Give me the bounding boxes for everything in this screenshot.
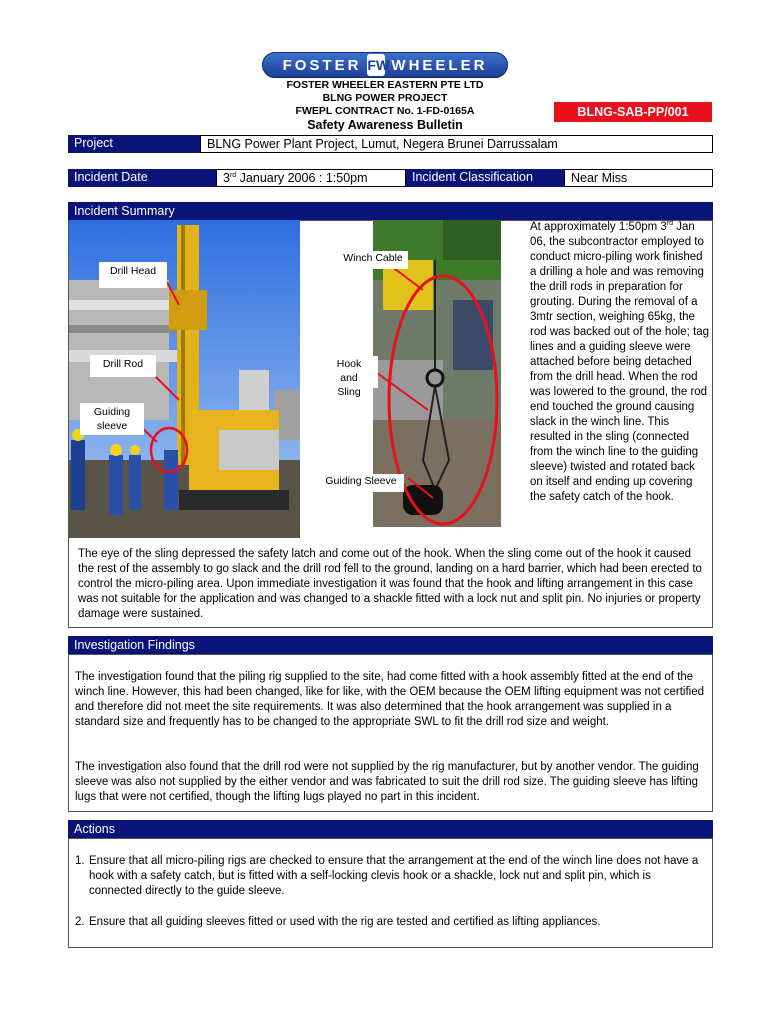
incident-classification-label: Incident Classification (406, 169, 564, 187)
side-text-start: At approximately 1:50pm 3 (530, 221, 667, 233)
project-label: Project (68, 135, 200, 153)
date-day: 3 (223, 171, 230, 185)
project-line: BLNG POWER PROJECT (322, 92, 448, 104)
action-number-1: 1. (75, 855, 85, 867)
findings-paragraph-1: The investigation found that the piling rig supplied to the site, had come fitted with a hook assembly fitted at the end of the winch line. However, this had been changed, like for like, with the OEM because the OEM lifting equipment was not certified and therefore did not meet the site requirements. It was also determined that the hook arrangement was supplied in a standard size and frequently has to be changed to the appropriate SWL to fit the drill rod size and weight. (75, 671, 704, 728)
logo-right-text: WHEELER (391, 56, 488, 74)
findings-paragraph-2: The investigation also found that the drill rod were not supplied by the rig manufacturer, but by another vendor. The guiding sleeve was also not supplied by the either vendor and was fabricated to suit the drill rod size. The guiding sleeve has lifting lugs that were not certified, though the lifting lugs played no part in this incident. (75, 761, 699, 803)
contract-number: FWEPL CONTRACT No. 1-FD-0165A (295, 105, 475, 117)
project-value: BLNG Power Plant Project, Lumut, Negera Brunei Darrussalam (200, 135, 713, 153)
action-item-2 (75, 915, 705, 930)
actions-heading: Actions (68, 820, 713, 838)
date-rest: January 2006 : 1:50pm (236, 171, 368, 185)
callout-hook-and-sling: Hook and Sling (320, 356, 378, 388)
incident-date-value (216, 169, 406, 187)
logo-emblem-icon: FW (367, 54, 385, 76)
action-number-2: 2. (75, 916, 85, 928)
side-text-sup: rd (666, 220, 674, 228)
incident-summary-text: The eye of the sling depressed the safety latch and come out of the hook. When the sling come out of the hook it caused the rest of the assembly to go slack and the drill rod fell to the ground, landing on a hard barrier, which had been erected to control the micro-piling area. Upon immediate investigation it was found that the hook and lifting arrangement in this case was not suitable for the application and was changed to a shackle fitted with a lock nut and split pin. No injuries or property damage were sustained. (78, 548, 702, 620)
callout-guiding-sleeve-left: Guiding sleeve (80, 403, 144, 435)
action-item-1 (75, 854, 705, 899)
incident-classification-value: Near Miss (564, 169, 713, 187)
company-name: FOSTER WHEELER EASTERN PTE LTD (286, 79, 484, 91)
investigation-findings-heading: Investigation Findings (68, 636, 713, 654)
incident-summary-heading: Incident Summary (68, 202, 713, 220)
date-suffix: rd (229, 171, 237, 179)
incident-summary-side-text (530, 220, 710, 505)
page-title: Safety Awareness Bulletin (307, 118, 463, 132)
side-text-rest: Jan 06, the subcontractor employed to conduct micro-piling work finished a drilling a hole and was removing the drill rods in preparation for grouting. During the removal of a 3mtr section, weighing 65kg, the rod was backed out of the hole; tag lines and a guiding sleeve were attached before being detached from the drill head. When the rod was lowered to the ground, the rod end touched the ground causing slack in the winch line. This resulted in the sling (connected from the winch line to the guiding sleeve) twisted and rotated back on itself and ending up covering the safety catch of the hook. (530, 221, 710, 503)
action-text-1: Ensure that all micro-piling rigs are checked to ensure that the arrangement at the end of the winch line does not have a hook with a safety catch, but is fitted with a self-locking clevis hook or a shackle, lock nut and split pin, which is connected directly to the guide sleeve. (89, 855, 699, 897)
callout-drill-head: Drill Head (99, 262, 167, 288)
callout-drill-rod: Drill Rod (90, 355, 156, 377)
logo-left-text: FOSTER (282, 56, 362, 74)
action-text-2: Ensure that all guiding sleeves fitted or used with the rig are tested and certified as lifting appliances. (89, 916, 601, 928)
callout-guiding-sleeve-right: Guiding Sleeve (318, 474, 404, 492)
foster-wheeler-logo (262, 52, 508, 78)
bulletin-code: BLNG-SAB-PP/001 (554, 102, 712, 122)
incident-date-label: Incident Date (68, 169, 216, 187)
callout-winch-cable: Winch Cable (338, 251, 408, 269)
